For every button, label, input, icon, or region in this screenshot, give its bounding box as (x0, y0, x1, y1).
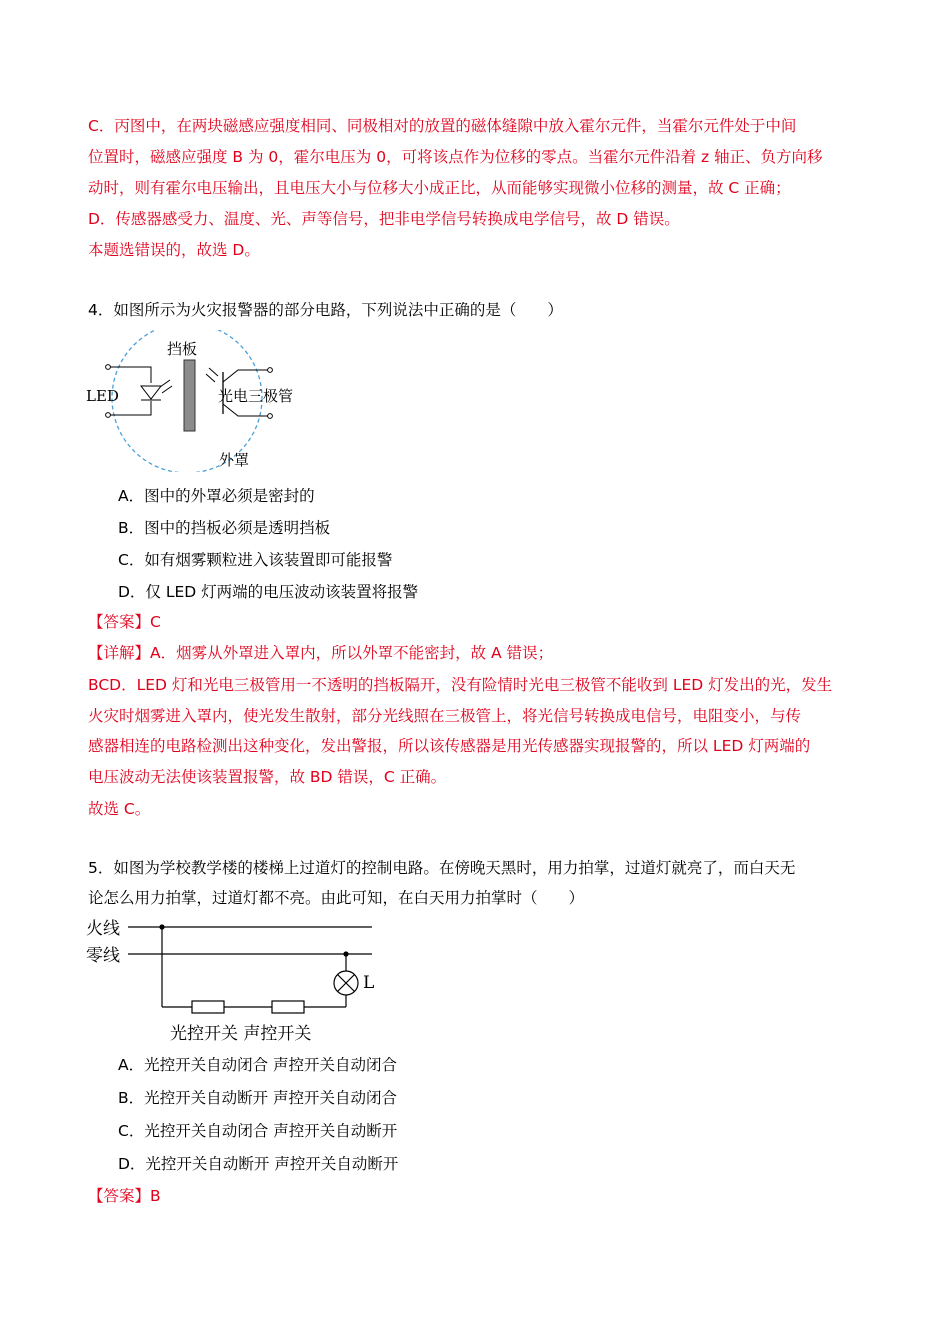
q4-detail-line: BCD．LED 灯和光电三极管用一不透明的挡板隔开，没有险情时光电三极管不能收到 LED 灯发出的光，发生 (88, 676, 833, 694)
q4-option-b: B．图中的挡板必须是透明挡板 (118, 519, 331, 537)
neutral-wire-label: 零线 (86, 946, 120, 966)
baffle (184, 360, 195, 431)
live-wire-label: 火线 (86, 919, 120, 939)
corridor-light-circuit (84, 912, 384, 1044)
q4-answer: 【答案】C (88, 613, 161, 631)
light-control-switch (192, 1001, 224, 1013)
baffle-label: 挡板 (167, 340, 198, 358)
led-label: LED (86, 387, 119, 405)
q5-answer: 【答案】B (88, 1187, 161, 1205)
q4-detail-line: 感器相连的电路检测出这种变化，发出警报，所以该传感器是用光传感器实现报警的，所以 LED 灯两端的 (88, 737, 811, 755)
q4-detail-line: 【详解】A．烟雾从外罩进入罩内，所以外罩不能密封，故 A 错误； (88, 644, 554, 662)
q5-option-d: D．光控开关自动断开 声控开关自动断开 (118, 1155, 399, 1173)
led-symbol (141, 386, 161, 399)
explanation-line: D．传感器感受力、温度、光、声等信号，把非电学信号转换成电学信号，故 D 错误。 (88, 210, 680, 228)
sound-control-switch (272, 1001, 304, 1013)
q4-option-c: C．如有烟雾颗粒进入该装置即可能报警 (118, 551, 393, 569)
explanation-line: C．丙图中，在两块磁感应强度相同、同极相对的放置的磁体缝隙中放入霍尔元件，当霍尔元件处于中间 (88, 117, 797, 135)
q4-detail-line: 故选 C。 (88, 800, 151, 818)
phototransistor-label: 光电三极管 (218, 387, 294, 405)
question-5-stem: 5．如图为学校教学楼的楼梯上过道灯的控制电路。在傍晚天黑时，用力拍掌，过道灯就亮了，而白天无 (88, 859, 796, 877)
q4-option-a: A．图中的外罩必须是密封的 (118, 487, 315, 505)
question-4-stem: 4．如图所示为火灾报警器的部分电路，下列说法中正确的是（ ） (88, 301, 563, 319)
q4-detail-line: 火灾时烟雾进入罩内，使光发生散射，部分光线照在三极管上，将光信号转换成电信号，电阻变小，与传 (88, 707, 802, 725)
q5-option-b: B．光控开关自动断开 声控开关自动闭合 (118, 1089, 398, 1107)
switches-label: 光控开关 声控开关 (170, 1024, 312, 1044)
q4-option-d: D．仅 LED 灯两端的电压波动该装置将报警 (118, 583, 419, 601)
explanation-line: 位置时，磁感应强度 B 为 0，霍尔电压为 0，可将该点作为位移的零点。当霍尔元件沿着 z 轴正、负方向移 (88, 148, 823, 166)
explanation-line: 本题选错误的，故选 D。 (88, 241, 260, 259)
cover-label: 外罩 (219, 451, 250, 469)
explanation-line: 动时，则有霍尔电压输出，且电压大小与位移大小成正比，从而能够实现微小位移的测量，故 C 正确； (88, 179, 791, 197)
q5-option-c: C．光控开关自动闭合 声控开关自动断开 (118, 1122, 398, 1140)
q5-option-a: A．光控开关自动闭合 声控开关自动闭合 (118, 1056, 398, 1074)
lamp-label: L (363, 973, 375, 993)
fire-alarm-diagram (84, 330, 324, 472)
q4-detail-line: 电压波动无法使该装置报警，故 BD 错误，C 正确。 (88, 768, 447, 786)
question-5-stem: 论怎么用力拍掌，过道灯都不亮。由此可知，在白天用力拍掌时（ ） (88, 889, 585, 907)
